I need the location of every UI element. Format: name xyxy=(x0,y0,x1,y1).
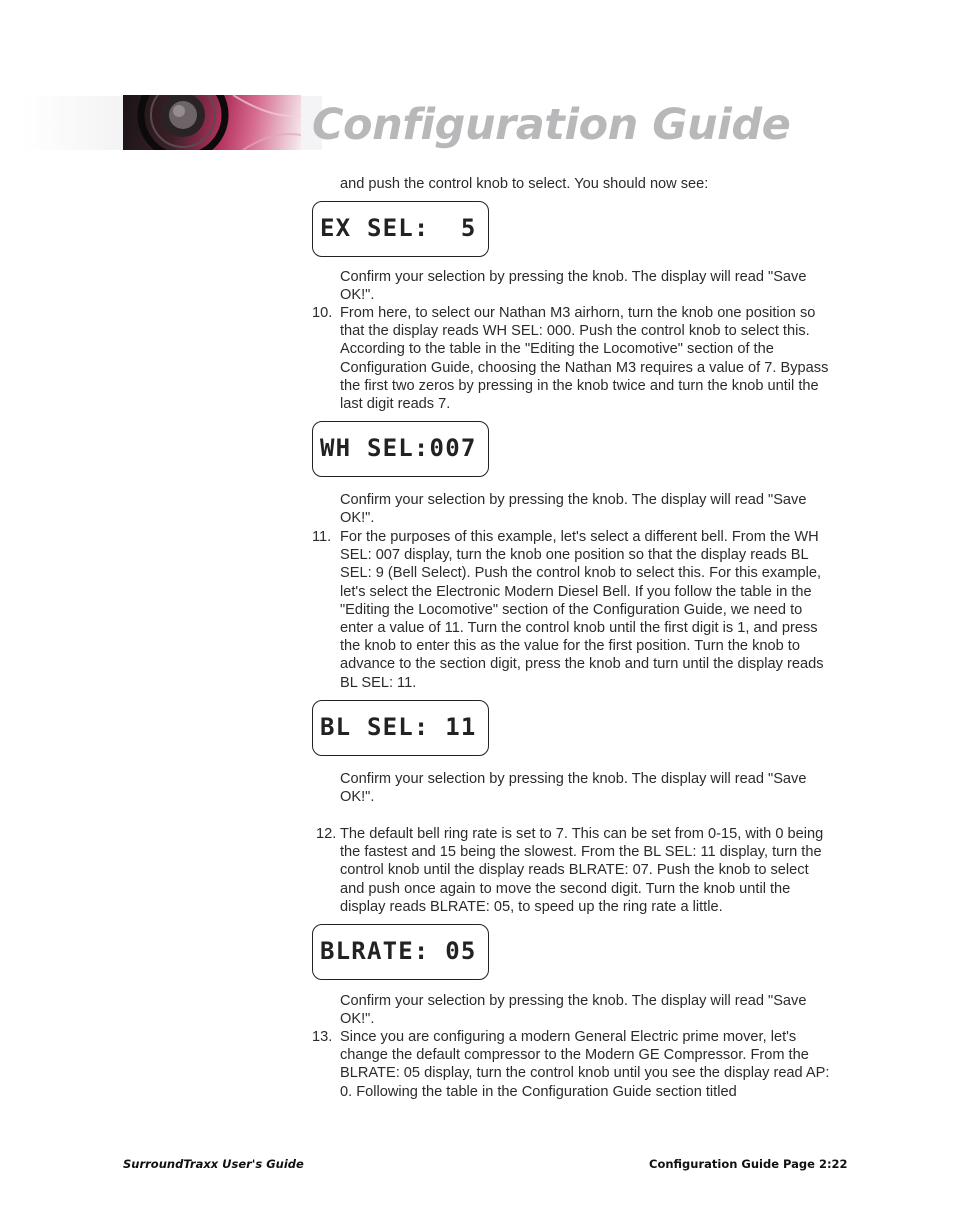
list-number: 12. xyxy=(316,826,337,842)
lcd-display xyxy=(312,421,489,477)
confirm-text: Confirm your selection by pressing the knob. The display will read "Save OK!". xyxy=(340,993,807,1028)
lcd-text: WH SEL:007 xyxy=(320,434,477,462)
lcd-text: BL SEL: 11 xyxy=(320,713,477,741)
list-number: 10. xyxy=(312,305,333,321)
footer-guide-title: SurroundTraxx User's Guide xyxy=(123,1157,304,1171)
list-item-text: Since you are configuring a modern General Electric prime mover, let's change the default compressor to the Modern GE Compressor. From the BLRATE: 05 display, turn the control knob until you see the display read AP: 0. Following the table in the Configuration Guide section titled xyxy=(340,1029,830,1100)
list-item-text: For the purposes of this example, let's select a different bell. From the WH SEL: 007 display, turn the knob one position so that the display reads BL SEL: 9 (Bell Select). Push the control knob to select this. For this example, let's select the Electronic Modern Diesel Bell. If you follow the table in the "Editing the Locomotive" section of the Configuration Guide, we need to enter a value of 11. Turn the control knob until the first digit is 1, and press the knob to enter this as the value for the first position. Turn the knob to advance to the section digit, press the knob and turn until the display reads BL SEL: 11. xyxy=(340,529,824,691)
list-item-text: The default bell ring rate is set to 7. This can be set from 0-15, with 0 being the fastest and 15 being the slowest. From the BL SEL: 11 display, turn the control knob until the display reads BLRATE: 07. Push the knob to select and push once again to move the second digit. Turn the knob until the display reads BLRATE: 05, to speed up the ring rate a little. xyxy=(340,826,824,915)
lcd-display xyxy=(312,700,489,756)
confirm-text: Confirm your selection by pressing the knob. The display will read "Save OK!". xyxy=(340,269,807,304)
list-item-text: From here, to select our Nathan M3 airhorn, turn the knob one position so that the display reads WH SEL: 000. Push the control knob to select this. According to the table in the "Editing the Locomotive" section of the Configuration Guide, choosing the Nathan M3 requires a value of 7. Bypass the first two zeros by pressing in the knob twice and turn the knob until the last digit reads 7. xyxy=(340,305,829,413)
confirm-text: Confirm your selection by pressing the knob. The display will read "Save OK!". xyxy=(340,492,807,527)
lcd-text: EX SEL: 5 xyxy=(320,214,477,242)
page-title: Configuration Guide xyxy=(312,100,791,150)
intro-text: and push the control knob to select. You should now see: xyxy=(340,176,709,192)
lcd-text: BLRATE: 05 xyxy=(320,937,477,965)
lcd-display xyxy=(312,924,489,980)
list-number: 11. xyxy=(312,529,332,545)
speaker-cone-photo xyxy=(123,95,301,150)
list-number: 13. xyxy=(312,1029,333,1045)
lcd-display xyxy=(312,201,489,257)
confirm-text: Confirm your selection by pressing the knob. The display will read "Save OK!". xyxy=(340,771,807,806)
footer-page-number: Configuration Guide Page 2:22 xyxy=(649,1157,848,1171)
